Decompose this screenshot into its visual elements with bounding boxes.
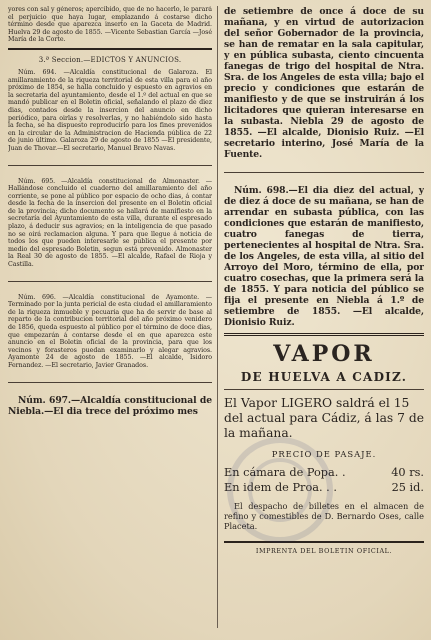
edict-rule	[8, 281, 212, 282]
section-rule	[8, 48, 212, 50]
edict-697: Núm. 697.—Alcaldía constitucional de Niebla.—El dia trece del próximo mes	[8, 394, 212, 417]
price-value: 25 id.	[391, 481, 424, 494]
left-column	[8, 6, 212, 630]
column-divider	[217, 6, 218, 628]
section-heading: 3.ª Seccion.—EDICTOS Y ANUNCIOS.	[38, 55, 182, 64]
edict-698: Núm. 698.—El dia diez del actual, y de diez á doce de su mañana, se han de arrendar en subasta pública, con las condiciones que estarán de manifiesto, cuatro fanegas de tierra, pertenecientes al hospital de Ntra. Sra. de los Angeles, de esta villa, al sitio del Arroyo del Moro, término de ella, por cuatro cosechas, que la primera será la de 1855. Y para noticia del público se fija el presente en Niebla á 1.º de setiembre de 1855. —El alcalde, Dionisio Ruiz.	[224, 185, 424, 328]
edict-rule	[8, 165, 212, 166]
edict-694: Núm. 694. —Alcaldía constitucional de Galaroza. El amillaramiento de la riqueza territorial de esta villa para el año próximo de 1854, se halla concluido y espuesto en agravios en la secretaria del ayuntamiento, desde el 1.º del actual en que se mandó publicar en el Boletin oficial, señalando el plazo de diez dias, contados desde la insercion del anuncio en dicho periódico, para oirlas y resolverlas, y no habiéndolo sido hasta la fecha, se ha dispuesto reproducirlo para los fines prevenidos en la circular de la Administracion de Hacienda pública de 22 de junio último. Galaroza 29 de agosto de 1855 —El presidente, Juan de Thovar.—El secretario, Manuel Bravo Navas.	[8, 68, 212, 152]
imprint-line: IMPRENTA DEL BOLETIN OFICIAL.	[255, 547, 393, 555]
price-label: En cámara de Popa. .	[224, 466, 346, 479]
ad-top-rule	[224, 333, 424, 336]
edict-695: Núm. 695. —Alcaldía constitucional de Almonaster. —Hallándose concluido el cuaderno del amillaramiento del año corriente, se pone al público por espacio de ocho dias, á contar desde la fecha de la insercion del presente en el Boletin oficial de la provincia; dicho documento se hallará de manifiesto en la secretaría del Ayuntamiento de esta villa, durante el espresado plazo, á deducir sus agravios; en la inteligencia de que pasado no se oirá reclamacion alguna. Y para que llegue á noticia de todos los que pueden interesarle se publica el presente por medio del espresado Boletin, segun está prevenido. Almonaster la Real 30 de agosto de 1855. —El alcalde, Rafael de Rioja y Castilla.	[8, 177, 212, 269]
edict-697-continued: de setiembre de once á doce de su mañana, y en virtud de autorizacion del señor Gobernador de la provincia, se han de rematar en la sala capitular, y en pública subasta, ciento cincuenta fanegas de trigo del hospital de Ntra. Sra. de los Angeles de esta villa; bajo el precio y condiciones que estarán de manifiesto y de que se instruirán á los licitadores que quieran interesarse en la subasta. Niebla 29 de agosto de 1855. —El alcalde, Dionisio Ruiz. —El secretario interino, José María de la Fuente.	[224, 6, 424, 160]
ad-subtitle: DE HUELVA A CADIZ.	[240, 370, 408, 384]
ad-lead: El Vapor LIGERO saldrá el 15 del actual para Cádiz, á las 7 de la mañana.	[224, 396, 424, 440]
right-column	[224, 6, 424, 630]
intro-paragraph: yores con sal y géneros; apercibido, que de no hacerlo, le parará el perjuicio que haya lugar, emplazando á costarse dicho término desde que aparezca inserto en la Gaceta de Madrid. Huelva 29 de agosto de 1855. —Vicente Sebastian García —José María de la Corte.	[8, 6, 212, 44]
ad-rule	[224, 389, 424, 390]
ad-title: VAPOR	[273, 341, 375, 367]
edict-696: Núm. 696. —Alcaldía constitucional de Ayamonte. —Terminado por la junta pericial de esta ciudad el amillaramiento de la riqueza inmueble y pecuaria que ha de servir de base al reparto de la contribucion territorial del año próximo venidero de 1856, queda espuesto al público por el término de doce dias, que empezarán á contarse desde el en que aparezca este anuncio en el Boletin oficial de la provincia, para que los vecinos y forasteros puedan examinarlo y alegar agravios. Ayamonte 24 de agosto de 1855. —El alcalde, Isidoro Fernandez. —El secretario, Javier Granados.	[8, 293, 212, 369]
imprint-rule	[224, 541, 424, 543]
price-row-popa	[224, 465, 424, 480]
edict-rule	[8, 382, 212, 383]
price-heading: PRECIO DE PASAJE.	[271, 449, 377, 459]
price-row-proa	[224, 480, 424, 495]
ad-notice: El despacho de billetes en el almacen de refino y comestibles de D. Bernardo Oses, calle Placeta.	[224, 501, 424, 531]
price-value: 40 rs.	[391, 466, 424, 479]
price-label: En idem de Proa. . .	[224, 481, 337, 494]
edict-rule	[224, 172, 424, 173]
